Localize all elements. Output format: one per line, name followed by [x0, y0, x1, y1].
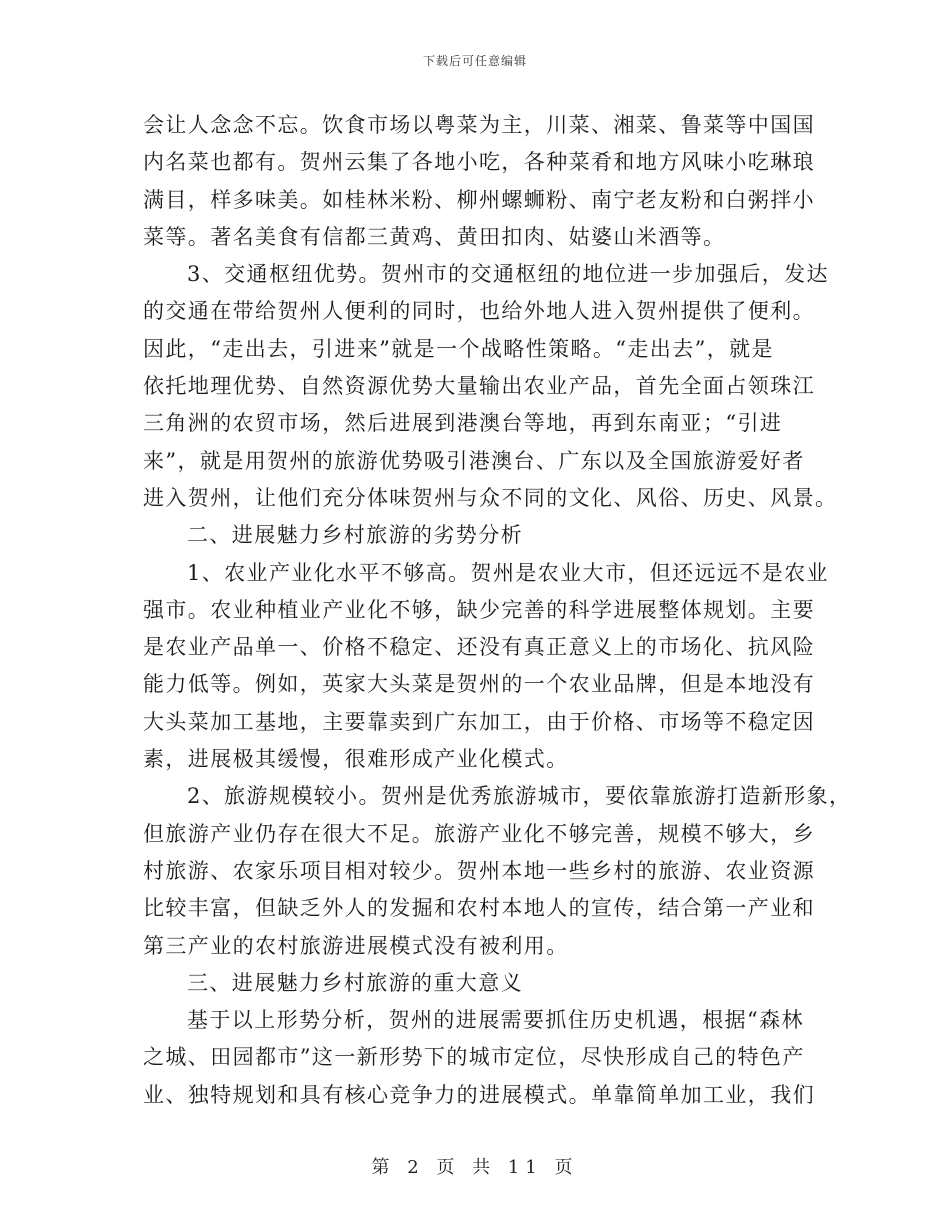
- text-line: 菜等。著名美食有信都三黄鸡、黄田扣肉、姑婆山米酒等。: [143, 224, 726, 249]
- text-line: 的交通在带给贺州人便利的同时，也给外地人进入贺州提供了便利。: [143, 299, 815, 324]
- text-line: 1、农业产业化水平不够高。贺州是农业大市，但还远远不是农业: [187, 560, 829, 585]
- text-line: 满目，样多味美。如桂林米粉、柳州螺蛳粉、南宁老友粉和白粥拌小: [143, 187, 815, 212]
- text-line: 基于以上形势分析，贺州的进展需要抓住历史机遇，根据“森林: [187, 1008, 804, 1033]
- text-line: 因此，“走出去，引进来”就是一个战略性策略。“走出去”，就是: [143, 336, 774, 361]
- text-line: 来”，就是用贺州的旅游优势吸引港澳台、广东以及全国旅游爱好者: [143, 448, 805, 473]
- text-line: 依托地理优势、自然资源优势大量输出农业产品，首先全面占领珠江: [143, 374, 815, 399]
- text-line: 业、独特规划和具有核心竞争力的进展模式。单靠简单加工业，我们: [143, 1082, 815, 1107]
- text-line: 三、进展魅力乡村旅游的重大意义: [187, 970, 523, 995]
- text-line: 村旅游、农家乐项目相对较少。贺州本地一些乡村的旅游、农业资源: [143, 858, 815, 883]
- text-line: 三角洲的农贸市场，然后进展到港澳台等地，再到东南亚；“引进: [143, 411, 783, 436]
- text-line: 强市。农业种植业产业化不够，缺少完善的科学进展整体规划。主要: [143, 597, 815, 622]
- text-line: 大头菜加工基地，主要靠卖到广东加工，由于价格、市场等不稳定因: [143, 709, 815, 734]
- text-line: 2、旅游规模较小。贺州是优秀旅游城市，要依靠旅游打造新形象，: [187, 784, 852, 809]
- text-line: 素，进展极其缓慢，很难形成产业化模式。: [143, 747, 569, 772]
- text-line: 能力低等。例如，英家大头菜是贺州的一个农业品牌，但是本地没有: [143, 672, 815, 697]
- page-header-note: 下载后可任意编辑: [422, 54, 527, 68]
- text-line: 但旅游产业仍存在很大不足。旅游产业化不够完善，规模不够大，乡: [143, 821, 815, 846]
- text-line: 内名菜也都有。贺州云集了各地小吃，各种菜肴和地方风味小吃琳琅: [143, 150, 815, 175]
- text-line: 第三产业的农村旅游进展模式没有被利用。: [143, 933, 569, 958]
- text-line: 比较丰富，但缺乏外人的发掘和农村本地人的宣传，结合第一产业和: [143, 896, 815, 921]
- document-body: [143, 107, 852, 1114]
- text-line: 之城、田园都市”这一新形势下的城市定位，尽快形成自己的特色产: [143, 1045, 805, 1070]
- text-line: 3、交通枢纽优势。贺州市的交通枢纽的地位进一步加强后，发达: [187, 262, 829, 287]
- text-line: 是农业产品单一、价格不稳定、还没有真正意义上的市场化、抗风险: [143, 635, 815, 660]
- text-line: 进入贺州，让他们充分体味贺州与众不同的文化、风俗、历史、风景。: [143, 485, 838, 510]
- text-line: 会让人念念不忘。饮食市场以粤菜为主，川菜、湘菜、鲁菜等中国国: [143, 113, 815, 137]
- text-line: 二、进展魅力乡村旅游的劣势分析: [187, 523, 523, 548]
- page-number-footer: 第 2 页 共 11 页: [371, 1157, 579, 1178]
